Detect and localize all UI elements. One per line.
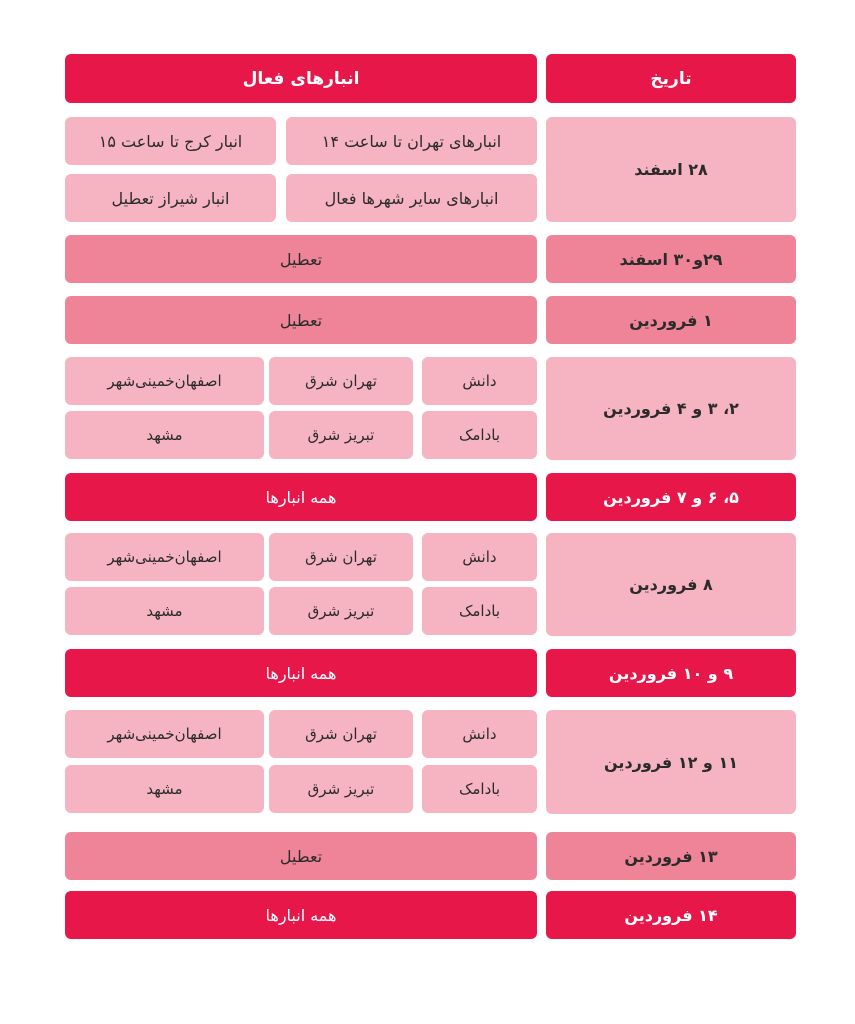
row-5-cell-badamak: بادامک [422, 587, 537, 635]
row-3-cell-badamak: بادامک [422, 411, 537, 459]
row-0-date: ۲۸ اسفند [546, 117, 796, 222]
row-4-status: همه انبارها [65, 473, 537, 521]
row-7-cell-danesh: دانش [422, 710, 537, 758]
row-1-status: تعطیل [65, 235, 537, 283]
row-8-status: تعطیل [65, 832, 537, 880]
row-5-cell-tehran-east: تهران شرق [269, 533, 413, 581]
row-9-status: همه انبارها [65, 891, 537, 939]
row-7-cell-tabriz-east: تبریز شرق [269, 765, 413, 813]
row-0-cell-shiraz: انبار شیراز تعطیل [65, 174, 276, 222]
row-7-cell-mashhad: مشهد [65, 765, 264, 813]
row-3-cell-isfahan: اصفهان‌خمینی‌شهر [65, 357, 264, 405]
row-1-date: ۲۹و۳۰ اسفند [546, 235, 796, 283]
row-3-cell-danesh: دانش [422, 357, 537, 405]
row-6-date: ۹ و ۱۰ فروردین [546, 649, 796, 697]
row-3-date: ۲، ۳ و ۴ فروردین [546, 357, 796, 460]
header-date: تاریخ [546, 54, 796, 103]
row-5-cell-danesh: دانش [422, 533, 537, 581]
row-8-date: ۱۳ فروردین [546, 832, 796, 880]
row-7-cell-tehran-east: تهران شرق [269, 710, 413, 758]
row-5-cell-mashhad: مشهد [65, 587, 264, 635]
row-5-cell-isfahan: اصفهان‌خمینی‌شهر [65, 533, 264, 581]
header-active-warehouses: انبارهای فعال [65, 54, 537, 103]
row-6-status: همه انبارها [65, 649, 537, 697]
row-0-cell-karaj: انبار کرج تا ساعت ۱۵ [65, 117, 276, 165]
row-2-date: ۱ فروردین [546, 296, 796, 344]
row-9-date: ۱۴ فروردین [546, 891, 796, 939]
row-3-cell-tabriz-east: تبریز شرق [269, 411, 413, 459]
row-7-cell-isfahan: اصفهان‌خمینی‌شهر [65, 710, 264, 758]
row-4-date: ۵، ۶ و ۷ فروردین [546, 473, 796, 521]
row-3-cell-mashhad: مشهد [65, 411, 264, 459]
row-2-status: تعطیل [65, 296, 537, 344]
row-5-date: ۸ فروردین [546, 533, 796, 636]
row-7-date: ۱۱ و ۱۲ فروردین [546, 710, 796, 814]
row-3-cell-tehran-east: تهران شرق [269, 357, 413, 405]
row-5-cell-tabriz-east: تبریز شرق [269, 587, 413, 635]
row-0-cell-other-cities: انبارهای سایر شهرها فعال [286, 174, 537, 222]
row-0-cell-tehran: انبارهای تهران تا ساعت ۱۴ [286, 117, 537, 165]
row-7-cell-badamak: بادامک [422, 765, 537, 813]
